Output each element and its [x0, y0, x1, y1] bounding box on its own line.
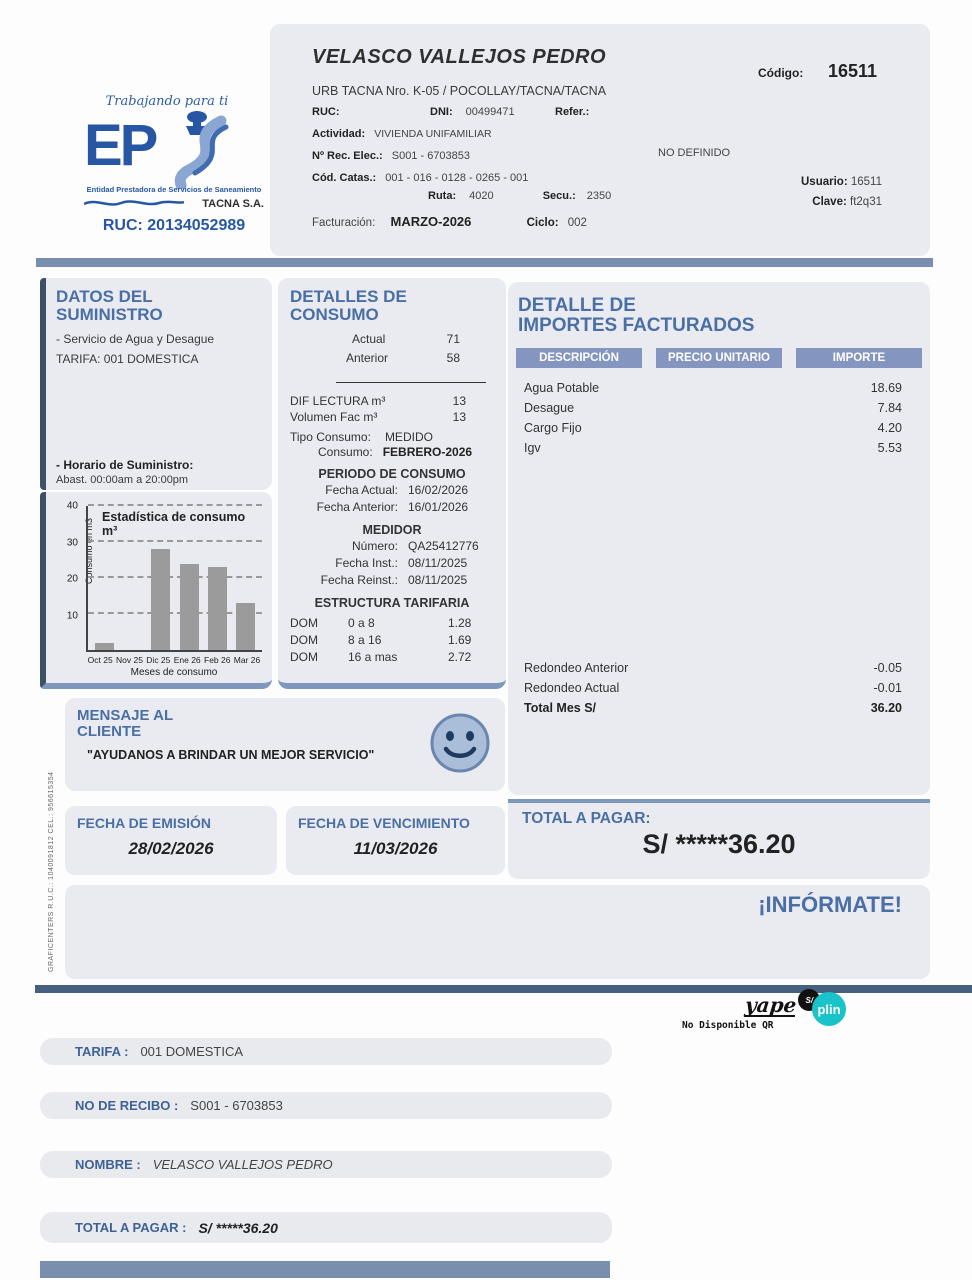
importe-desc: Cargo Fijo [524, 420, 582, 435]
ruta-value: 4020 [469, 190, 494, 202]
horario-label: - Horario de Suministro: [56, 457, 194, 472]
importe-row [524, 418, 902, 438]
importes-title-line2: IMPORTES FACTURADOS [518, 314, 755, 336]
redondeo-actual-row [524, 678, 902, 698]
redondeo-actual-label: Redondeo Actual [524, 681, 620, 695]
stub-tarifa-value: 001 DOMESTICA [140, 1044, 244, 1059]
actividad-label: Actividad: [312, 128, 366, 140]
stub-recibo-value: S001 - 6703853 [190, 1098, 283, 1113]
print-shop-credit: GRAFICENTERS R.U.C.: 1040091812 CEL.: 956615354 [48, 771, 55, 972]
fecha-vencimiento-panel [286, 806, 505, 875]
codigo-label: Código: [758, 66, 804, 80]
usuario-label: Usuario: [801, 176, 848, 188]
header-importe: IMPORTE [796, 348, 922, 368]
anterior-label: Anterior [346, 350, 389, 365]
chart-x-labels [86, 655, 262, 665]
stub-tarifa-label: TARIFA : [75, 1044, 129, 1059]
header-separator-bar [36, 258, 933, 267]
stub-total-value: S/ *****36.20 [198, 1219, 278, 1236]
chart-bar [95, 643, 114, 650]
usuario-value: 16511 [850, 176, 882, 188]
x-tick-label: Mar 26 [233, 655, 261, 665]
stub-row-recibo [40, 1092, 612, 1119]
x-tick-label: Feb 26 [204, 655, 231, 665]
fecha-vencimiento-label: FECHA DE VENCIMIENTO [298, 815, 470, 831]
dif-lectura-value: 13 [452, 393, 466, 408]
bottom-bar [40, 1261, 610, 1278]
fecha-emision-value: 28/02/2026 [128, 838, 214, 858]
stub-total-label: TOTAL A PAGAR : [75, 1220, 187, 1235]
volumen-fac-value: 13 [452, 409, 466, 424]
actual-value: 71 [446, 331, 460, 346]
mensaje-text: "AYUDANOS A BRINDAR UN MEJOR SERVICIO" [87, 747, 375, 762]
fecha-anterior-label: Fecha Anterior: [316, 499, 398, 514]
x-tick-label: Dic 25 [146, 655, 171, 665]
no-definido: NO DEFINIDO [658, 147, 731, 159]
total-mes-label: Total Mes S/ [524, 701, 597, 715]
fecha-inst-label: Fecha Inst.: [335, 555, 398, 570]
importe-desc: Desague [524, 400, 575, 415]
yape-text: yape [743, 993, 798, 1017]
yape-logo [745, 995, 820, 1017]
chart-y-axis-label: Consumo en m3 [84, 517, 94, 584]
anterior-value: 58 [446, 350, 460, 365]
fecha-vencimiento-value: 11/03/2026 [353, 838, 438, 858]
importe-row [524, 438, 902, 458]
fecha-actual-label: Fecha Actual: [325, 482, 398, 497]
chart-bar [236, 603, 255, 650]
detalles-title-line2: CONSUMO [290, 304, 379, 324]
chart-bar [208, 567, 227, 650]
reading-divider [336, 382, 486, 383]
redondeo-anterior-value: -0.05 [873, 661, 902, 675]
customer-name: VELASCO VALLEJOS PEDRO [312, 46, 607, 68]
header-descripcion: DESCRIPCIÓN [516, 348, 642, 368]
datos-title-line1: DATOS DEL [56, 287, 153, 306]
importe-desc: Agua Potable [524, 380, 600, 395]
total-pagar-label: TOTAL A PAGAR: [522, 810, 651, 827]
mensaje-title-line1: MENSAJE AL [77, 707, 174, 724]
datos-title-line2: SUMINISTRO [56, 304, 163, 324]
horario-value: Abast. 00:00am a 20:00pm [56, 473, 189, 486]
actual-label: Actual [352, 331, 386, 346]
tarifa-precio: 1.69 [448, 632, 472, 647]
detalles-title-line1: DETALLES DE [290, 287, 407, 306]
importe-value: 18.69 [870, 380, 902, 395]
smiley-icon [429, 712, 491, 779]
dni-value: 00499471 [465, 106, 515, 118]
stub-nombre-value: VELASCO VALLEJOS PEDRO [152, 1157, 333, 1172]
x-tick-label: Ene 26 [173, 655, 201, 665]
redondeo-anterior-row [524, 658, 902, 678]
logo-tagline: Trabajando para ti [105, 94, 229, 109]
facturacion-label: Facturación: [312, 217, 376, 229]
cod-catas-label: Cód. Catas.: [312, 172, 377, 184]
medidor-numero-label: Número: [351, 538, 398, 553]
secu-value: 2350 [586, 190, 612, 202]
fecha-reinst-value: 08/11/2025 [408, 572, 468, 587]
clave-label: Clave: [812, 196, 847, 208]
tarifa-rango: 8 a 16 [348, 632, 382, 647]
account-header-panel [270, 24, 930, 256]
y-tick-label: 30 [66, 537, 78, 548]
wave-line-icon [84, 195, 184, 213]
cod-catas-value: 001 - 016 - 0128 - 0265 - 001 [385, 172, 529, 184]
medidor-numero-value: QA25412776 [408, 538, 479, 553]
stub-nombre-label: NOMBRE : [75, 1157, 141, 1172]
rec-elec-value: S001 - 6703853 [391, 150, 471, 162]
chart-title: Estadística de consumo m³ [102, 510, 246, 538]
rec-elec-label: Nº Rec. Elec.: [312, 150, 383, 162]
address: URB TACNA Nro. K-05 / POCOLLAY/TACNA/TACNA [312, 84, 607, 98]
y-tick-label: 10 [66, 610, 78, 621]
importes-table-header [516, 348, 922, 368]
y-tick-label: 20 [66, 573, 78, 585]
informate-panel [65, 885, 930, 979]
importe-row [524, 398, 902, 418]
consumo-label: Consumo: [318, 444, 373, 459]
chart-bar [151, 549, 170, 650]
fecha-actual-value: 16/02/2026 [408, 482, 469, 497]
tipo-consumo-label: Tipo Consumo: [290, 429, 371, 444]
plin-logo: plin [812, 992, 846, 1026]
chart-plot [86, 506, 262, 652]
refer-label: Refer.: [555, 106, 590, 118]
consumo-value: FEBRERO-2026 [382, 444, 473, 459]
fecha-emision-label: FECHA DE EMISIÓN [77, 815, 212, 831]
redondeo-actual-value: -0.01 [873, 681, 902, 695]
chart-bar [180, 564, 199, 650]
stub-recibo-label: NO DE RECIBO : [75, 1098, 179, 1113]
tarifa-rango: 0 a 8 [348, 615, 375, 630]
importe-row [524, 378, 902, 398]
mensaje-cliente-panel [65, 698, 505, 791]
importes-facturados-panel [508, 282, 930, 795]
tarifa-line: TARIFA: 001 DOMESTICA [56, 351, 199, 366]
periodo-consumo-title: PERIODO DE CONSUMO [318, 466, 466, 481]
actividad-value: VIVIENDA UNIFAMILIAR [374, 128, 492, 140]
medidor-title: MEDIDOR [362, 522, 422, 537]
fecha-reinst-label: Fecha Reinst.: [320, 572, 398, 587]
tarifa-tipo: DOM [290, 615, 318, 630]
clave-value: ft2q31 [850, 196, 882, 208]
tarifa-tipo: DOM [290, 649, 318, 664]
ruc-label: RUC: [312, 106, 340, 118]
consumption-chart-panel [40, 492, 272, 689]
tarifa-tipo: DOM [290, 632, 318, 647]
facturacion-value: MARZO-2026 [390, 214, 472, 229]
logo-company: TACNA S.A. [202, 198, 264, 210]
fecha-anterior-value: 16/01/2026 [408, 499, 469, 514]
stub-row-tarifa [40, 1038, 612, 1065]
logo-subtitle: Entidad Prestadora de Servicios de Saneamiento [86, 185, 262, 194]
detalles-consumo-panel [278, 278, 506, 689]
informate-text: ¡INFÓRMATE! [758, 892, 902, 917]
total-pagar-amount: S/ *****36.20 [642, 829, 796, 860]
ruta-label: Ruta: [428, 190, 457, 202]
datos-suministro-panel [40, 278, 272, 490]
total-mes-row [524, 698, 902, 718]
ciclo-label: Ciclo: [526, 217, 559, 229]
x-tick-label: Nov 25 [116, 655, 143, 665]
qr-unavailable-note: No Disponible QR [682, 1020, 774, 1031]
estructura-tarifaria-title: ESTRUCTURA TARIFARIA [314, 595, 470, 610]
dif-lectura-label: DIF LECTURA m³ [290, 393, 386, 408]
tarifa-structure-table [290, 615, 494, 666]
total-pagar-panel [508, 799, 930, 879]
importes-title-line1: DETALLE DE [518, 295, 636, 316]
volumen-fac-label: Volumen Fac m³ [290, 409, 378, 424]
servicio-line: - Servicio de Agua y Desague [56, 331, 215, 346]
x-tick-label: Oct 25 [87, 655, 113, 665]
eps-logo [84, 94, 264, 235]
ciclo-value: 002 [567, 217, 587, 229]
dni-label: DNI: [430, 106, 453, 118]
importe-value: 7.84 [877, 400, 902, 415]
stub-row-nombre [40, 1151, 612, 1178]
importe-desc: Igv [524, 440, 541, 455]
chart-x-axis-label: Meses de consumo [130, 667, 218, 678]
stub-row-total [40, 1212, 612, 1243]
codigo-value: 16511 [828, 61, 878, 81]
tarifa-rango: 16 a mas [348, 649, 398, 664]
total-mes-value: 36.20 [870, 701, 902, 715]
header-precio-unitario: PRECIO UNITARIO [656, 348, 782, 368]
yape-badge-icon: S/ [798, 989, 820, 1011]
secu-label: Secu.: [542, 190, 576, 202]
fecha-inst-value: 08/11/2025 [408, 555, 468, 570]
y-tick-label: 40 [66, 500, 78, 512]
mensaje-title-line2: CLIENTE [77, 722, 142, 740]
chart-y-ticks [52, 500, 82, 652]
water-swoosh-icon [155, 109, 233, 194]
logo-ruc: RUC: 20134052989 [102, 217, 246, 234]
fecha-emision-panel [65, 806, 277, 875]
tarifa-precio: 1.28 [448, 615, 472, 630]
redondeo-anterior-label: Redondeo Anterior [524, 661, 629, 675]
tipo-consumo-value: MEDIDO [384, 429, 433, 444]
importe-value: 4.20 [877, 420, 902, 435]
importe-value: 5.53 [877, 440, 902, 455]
logo-ep-text: EP [84, 113, 156, 178]
tarifa-precio: 2.72 [448, 649, 472, 664]
